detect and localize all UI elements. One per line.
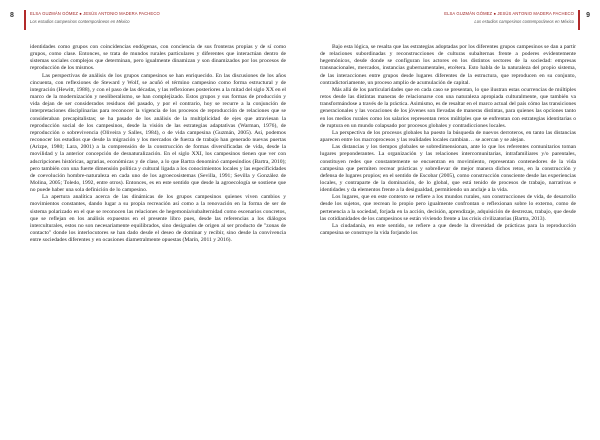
paragraph: La perspectiva de los procesos globales ha puesto la búsqueda de nuevos derroteros, en tanto las distancias aparecen entre los macroprocesos y las realidades locales cambian… se acercan y se alejan.: [320, 129, 576, 144]
page-number: 9: [586, 12, 590, 19]
header-authors: ELSA GUZMÁN GÓMEZ ● JESÚS ANTONIO MADERA PACHECO: [30, 11, 160, 16]
running-header: [10, 10, 292, 32]
paragraph: Más allá de los particularidades que en cada caso se presentan, lo que ilustran estas ocurrencias de múltiples retos desde las distintas maneras de relacionarse con una naturaleza apropiada culturalmente, que también va transformándose a través de la práctica. Asimismo, es de resaltar en el marco actual del país cómo las transiciones generacionales y las vocaciones de los jóvenes son llevadas de maneras distintas, para quienes las opciones tanto en los medios rurales como los salarios representan retos múltiples que se enfrentan con estrategias identitarias o de ruptura en un mundo colapsado por procesos globales y contradicciones locales.: [320, 86, 576, 129]
page-body: [320, 44, 576, 237]
header-rule: [24, 10, 26, 30]
header-short-title: Los estudios campesinos contemporáneos en México: [30, 19, 130, 24]
paragraph: Bajo esta lógica, se resalta que las estrategias adoptadas por los diferentes grupos campesinos se dan a partir de relaciones subordinadas y reconstrucciones de culturas subalternas frente a poderes evidentemente hegemónicos, desde donde se configuran los actores en los distintos sectores de la sociedad: empresas transnacionales, mercados, instancias gubernamentales, etcétera. Esto habla de la naturaleza del propio sistema, de las interacciones entre grupos desde lugares diferentes de la estructura, que reproducen en su conjunto, contradictoriamente, un proceso amplio de acumulación de capital.: [320, 44, 576, 86]
header-authors: ELSA GUZMÁN GÓMEZ ● JESÚS ANTONIO MADERA PACHECO: [444, 11, 574, 16]
header-short-title: Los estudios campesinos contemporáneos en México: [474, 19, 574, 24]
paragraph: La ciudadanía, en este sentido, se refiere a que desde la diversidad de prácticas para la reproducción campesina se construye la vida forjando los: [320, 222, 576, 237]
paragraph: La apertura analítica acerca de las dinámicas de los grupos campesinos quienes viven cambios y movimientos constantes, dando lugar a su propia recreación así como a la renovación en la forma de ser de sistema polarizado en el que se reconocen las relaciones de hegemonía/subalternidad como escenarios concretos, que se reflejan en los análisis expuestos en el presente libro pues, desde las referencias a los diálogos interculturales, estos no son necesariamente equilibrados, sino desiguales de origen al ser producto de "zonas de contacto" donde los interlocutores se han dado desde el deseo de dominar y recibir, sino desde la convivencia entre sociedades diferentes y en ocasiones diametralmente opuestas (Marín, 2011 y 2016).: [30, 194, 286, 244]
header-rule: [578, 10, 580, 30]
page-body: [30, 44, 286, 244]
paragraph: Los lugares, que en este contexto se refiere a los mundos rurales, son construcciones de vida, de desarrollo desde los sujetos, que recrean lo propio pero igualmente confrontan o reflexionan sobre lo externo, como de pertenencia a la sociedad, forjada en la acción, decisión, aprendizaje, adquisición de destrezas, trabajo, que desde las cotidianidades de los campesinos se están viviendo frente a las crisis civilizatorias (Bartra, 2013).: [320, 194, 576, 222]
right-page: [300, 0, 600, 440]
paragraph: identidades como grupos con coincidencias endógenas, con conciencia de sus fronteras propias y de sí como grupos, como clase. Entonces, se trata de mundos rurales particulares y diferentes que interactúan dentro de sistemas sociales complejos que determinan, pero igualmente dinamizan y son dinamizados por los procesos de reproducción de los mismos.: [30, 44, 286, 72]
running-header: [310, 10, 590, 32]
paragraph: Las distancias y los tiempos globales se sobredimensionan, ante lo que los referentes comunitarios toman lugares preponderantes. La organización y las relaciones intercomunitarias, intrafamiliares y/o parentales, constituyen redes que constantemente se encuentran en movimiento, representan contenedores de la vida campesina que permiten recrear prácticas y sobrellevar de mejor manera dichos retos, en la construcción y defensa de lugares propios; en el sentido de Escobar (2005), como construcción consciente desde las experiencias locales, y contraparte de la dominación, de lo global, que está tenido de procesos de trabajo, narrativas e identidades y da elementos frente a la desigualdad, permitiendo un anclaje a la vida.: [320, 144, 576, 194]
page-number: 8: [10, 12, 14, 19]
paragraph: Las perspectivas de análisis de los grupos campesinos se han enriquecido. En las discusiones de los años cincuenta, con reflexiones de Steward y Wolf, se acuñó el término campesino como forma estructural y de integración (Hewitt, 1988), y con el paso de las décadas, y las reflexiones posteriores a la mitad del siglo XX en el marco de la modernización y neoliberalismo, se han complejizado. Estos grupos y sus formas de producción y vida dejan de ser considerados residuos del pasado, y por el contrario, hoy se recurre a la conjunción de interpretaciones disciplinarias para reconocer la vigencia de los procesos de reproducción de relaciones que se consideraban precapitalistas; se ha pasado de los análisis de la multiplicidad de ejes que atraviesan la reproducción social de los campesinos, desde la visión de las estrategias adaptativas (Warman, 1976), de reproducción o sobrevivencia (Oliveira y Salles, 1984), o de vida campesina (Guzmán, 2005). Así, podemos reconocer los estudios que desde la migración y los mercados de fuerza de trabajo han generado nuevas puertas (Arizpe, 1980; Lara, 2001) a la comprensión de la construcción de formas diversificadas de vida, desde la movilidad y la anterior concepción de desnaturalización. En el siglo XXI, los campesinos tienen que ver con adscripciones históricas, agrarias, económicas y de clase, a lo que Bartra denominó campesindios (Bartra, 2010); pero también con una fuerte dimensión política y cultural ligada a los conocimientos locales y las especificidades de coevolución hombre-naturaleza en cada uno de los agroecosistemas (Sevilla, 1991; Sevilla y González de Molina, 2005; Toledo, 1992, entre otros). Entonces, es en este sentido que desde la agroecología se sostiene que no puede haber una sola definición de lo campesino.: [30, 72, 286, 194]
